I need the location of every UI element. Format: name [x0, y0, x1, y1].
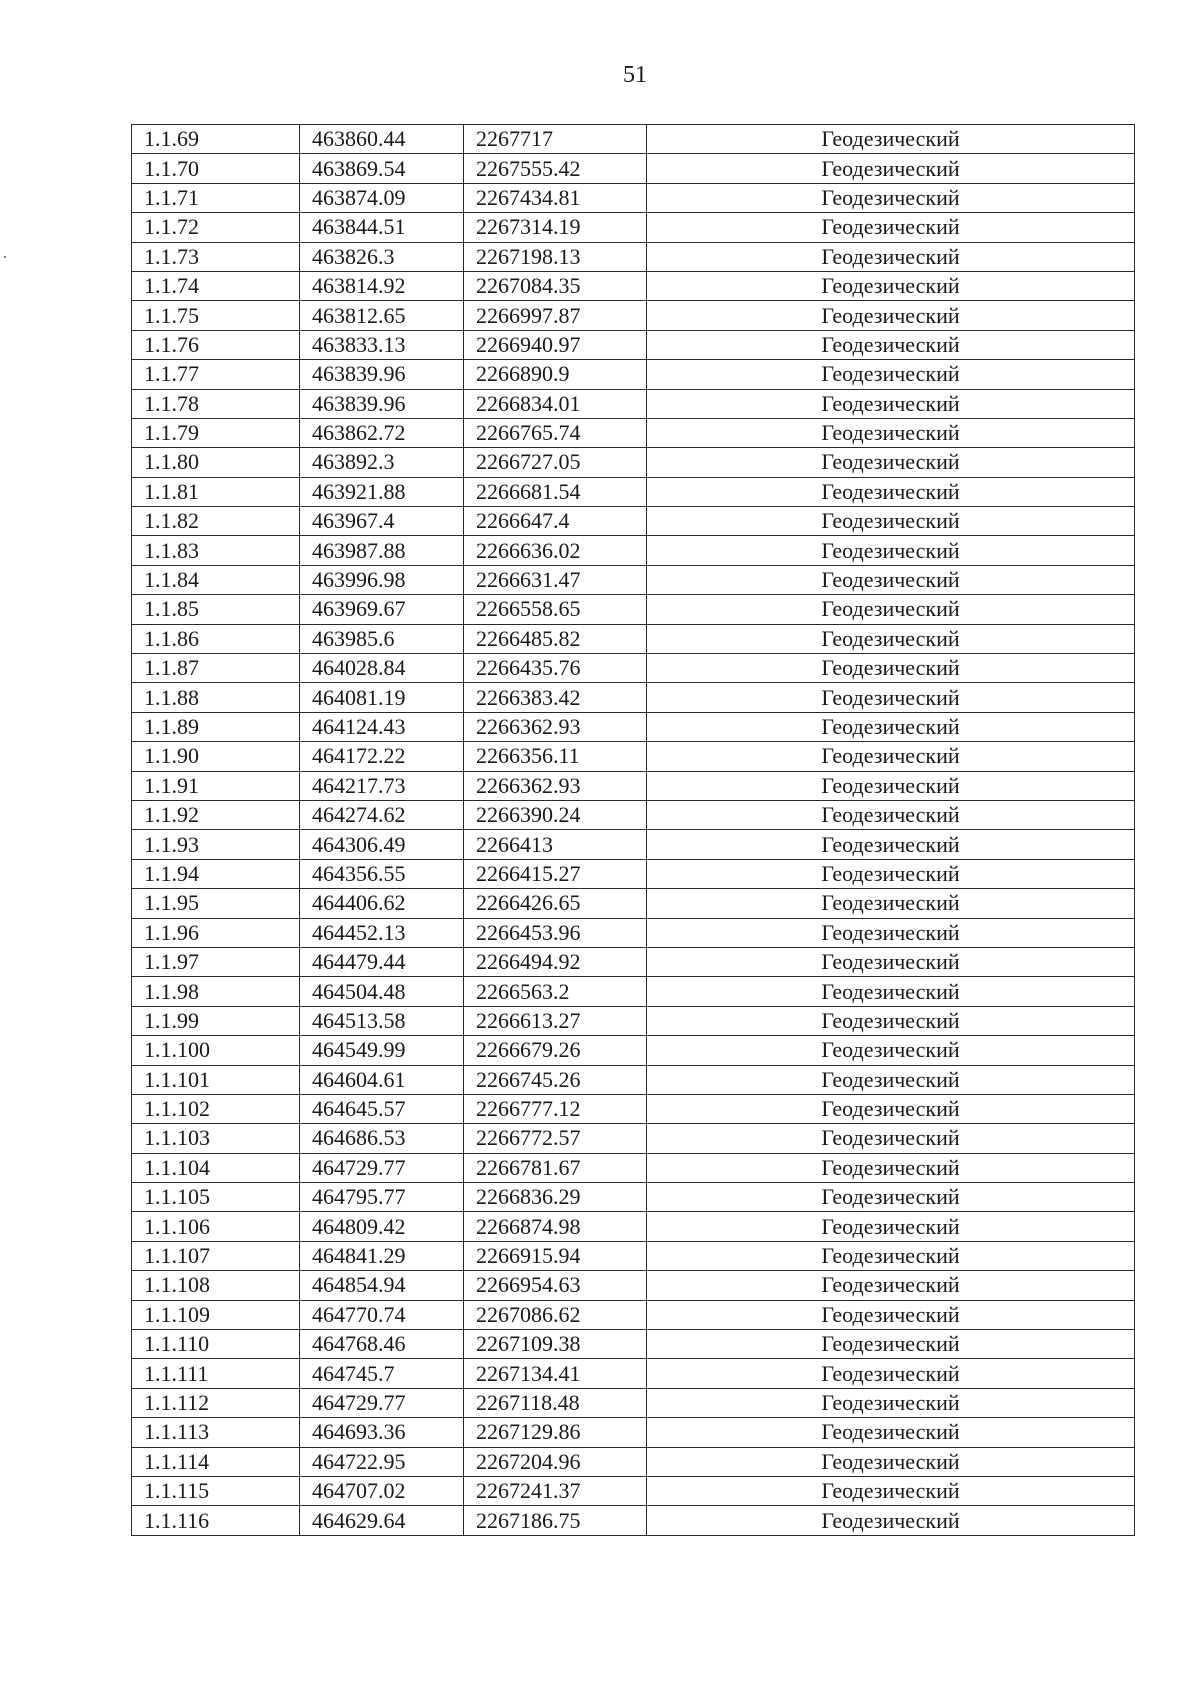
- y-coordinate-cell: 2267241.37: [464, 1476, 647, 1505]
- table-row: [132, 389, 1135, 418]
- table-row: [132, 1271, 1135, 1300]
- x-coordinate-cell: 464707.02: [300, 1476, 464, 1505]
- y-coordinate-cell: 2266453.96: [464, 918, 647, 947]
- point-id-cell: 1.1.98: [132, 977, 300, 1006]
- table-row: [132, 154, 1135, 183]
- point-id-cell: 1.1.100: [132, 1036, 300, 1065]
- x-coordinate-cell: 464604.61: [300, 1065, 464, 1094]
- y-coordinate-cell: 2267555.42: [464, 154, 647, 183]
- point-id-cell: 1.1.80: [132, 448, 300, 477]
- y-coordinate-cell: 2266940.97: [464, 330, 647, 359]
- point-type-cell: Геодезический: [647, 418, 1135, 447]
- x-coordinate-cell: 464172.22: [300, 742, 464, 771]
- point-id-cell: 1.1.81: [132, 477, 300, 506]
- y-coordinate-cell: 2266834.01: [464, 389, 647, 418]
- point-id-cell: 1.1.83: [132, 536, 300, 565]
- page-number: 51: [623, 62, 647, 88]
- point-type-cell: Геодезический: [647, 1447, 1135, 1476]
- y-coordinate-cell: 2266915.94: [464, 1241, 647, 1270]
- point-type-cell: Геодезический: [647, 977, 1135, 1006]
- x-coordinate-cell: 464306.49: [300, 830, 464, 859]
- point-type-cell: Геодезический: [647, 360, 1135, 389]
- point-type-cell: Геодезический: [647, 1330, 1135, 1359]
- table-row: [132, 1506, 1135, 1535]
- point-type-cell: Геодезический: [647, 1094, 1135, 1123]
- y-coordinate-cell: 2267204.96: [464, 1447, 647, 1476]
- y-coordinate-cell: 2266485.82: [464, 624, 647, 653]
- point-type-cell: Геодезический: [647, 947, 1135, 976]
- scan-speck: [4, 256, 6, 258]
- point-type-cell: Геодезический: [647, 1006, 1135, 1035]
- x-coordinate-cell: 463985.6: [300, 624, 464, 653]
- y-coordinate-cell: 2266765.74: [464, 418, 647, 447]
- table-row: [132, 1241, 1135, 1270]
- y-coordinate-cell: 2267198.13: [464, 242, 647, 271]
- y-coordinate-cell: 2266647.4: [464, 507, 647, 536]
- point-type-cell: Геодезический: [647, 742, 1135, 771]
- point-type-cell: Геодезический: [647, 1065, 1135, 1094]
- point-id-cell: 1.1.105: [132, 1183, 300, 1212]
- x-coordinate-cell: 463892.3: [300, 448, 464, 477]
- point-type-cell: Геодезический: [647, 1506, 1135, 1535]
- table-row: [132, 1065, 1135, 1094]
- point-id-cell: 1.1.78: [132, 389, 300, 418]
- x-coordinate-cell: 464274.62: [300, 800, 464, 829]
- point-type-cell: Геодезический: [647, 1212, 1135, 1241]
- y-coordinate-cell: 2266383.42: [464, 683, 647, 712]
- x-coordinate-cell: 464513.58: [300, 1006, 464, 1035]
- y-coordinate-cell: 2266356.11: [464, 742, 647, 771]
- x-coordinate-cell: 464729.77: [300, 1388, 464, 1417]
- point-id-cell: 1.1.85: [132, 595, 300, 624]
- point-id-cell: 1.1.77: [132, 360, 300, 389]
- point-id-cell: 1.1.110: [132, 1330, 300, 1359]
- y-coordinate-cell: 2267434.81: [464, 183, 647, 212]
- x-coordinate-cell: 463814.92: [300, 271, 464, 300]
- table-row: [132, 183, 1135, 212]
- table-row: [132, 1359, 1135, 1388]
- table-row: [132, 213, 1135, 242]
- table-row: [132, 859, 1135, 888]
- point-id-cell: 1.1.96: [132, 918, 300, 947]
- point-type-cell: Геодезический: [647, 536, 1135, 565]
- point-type-cell: Геодезический: [647, 918, 1135, 947]
- table-row: [132, 360, 1135, 389]
- point-type-cell: Геодезический: [647, 1476, 1135, 1505]
- point-type-cell: Геодезический: [647, 477, 1135, 506]
- x-coordinate-cell: 463826.3: [300, 242, 464, 271]
- y-coordinate-cell: 2266631.47: [464, 565, 647, 594]
- x-coordinate-cell: 464729.77: [300, 1153, 464, 1182]
- y-coordinate-cell: 2267717: [464, 125, 647, 154]
- table-row: [132, 1476, 1135, 1505]
- point-id-cell: 1.1.99: [132, 1006, 300, 1035]
- point-id-cell: 1.1.95: [132, 889, 300, 918]
- point-type-cell: Геодезический: [647, 683, 1135, 712]
- table-row: [132, 1330, 1135, 1359]
- y-coordinate-cell: 2266613.27: [464, 1006, 647, 1035]
- point-type-cell: Геодезический: [647, 1388, 1135, 1417]
- point-type-cell: Геодезический: [647, 771, 1135, 800]
- y-coordinate-cell: 2266563.2: [464, 977, 647, 1006]
- x-coordinate-cell: 463967.4: [300, 507, 464, 536]
- y-coordinate-cell: 2267118.48: [464, 1388, 647, 1417]
- point-type-cell: Геодезический: [647, 654, 1135, 683]
- point-id-cell: 1.1.70: [132, 154, 300, 183]
- x-coordinate-cell: 463969.67: [300, 595, 464, 624]
- table-row: [132, 889, 1135, 918]
- x-coordinate-cell: 463839.96: [300, 389, 464, 418]
- point-id-cell: 1.1.76: [132, 330, 300, 359]
- table-row: [132, 301, 1135, 330]
- point-id-cell: 1.1.90: [132, 742, 300, 771]
- x-coordinate-cell: 463844.51: [300, 213, 464, 242]
- x-coordinate-cell: 463833.13: [300, 330, 464, 359]
- x-coordinate-cell: 463869.54: [300, 154, 464, 183]
- y-coordinate-cell: 2267109.38: [464, 1330, 647, 1359]
- table-row: [132, 1036, 1135, 1065]
- y-coordinate-cell: 2266874.98: [464, 1212, 647, 1241]
- x-coordinate-cell: 463921.88: [300, 477, 464, 506]
- point-type-cell: Геодезический: [647, 595, 1135, 624]
- x-coordinate-cell: 464686.53: [300, 1124, 464, 1153]
- y-coordinate-cell: 2266362.93: [464, 771, 647, 800]
- point-id-cell: 1.1.93: [132, 830, 300, 859]
- table-row: [132, 1006, 1135, 1035]
- point-type-cell: Геодезический: [647, 859, 1135, 888]
- table-row: [132, 800, 1135, 829]
- point-type-cell: Геодезический: [647, 1241, 1135, 1270]
- y-coordinate-cell: 2266745.26: [464, 1065, 647, 1094]
- x-coordinate-cell: 464854.94: [300, 1271, 464, 1300]
- x-coordinate-cell: 464745.7: [300, 1359, 464, 1388]
- coordinates-table-body: [132, 125, 1135, 1536]
- point-type-cell: Геодезический: [647, 1036, 1135, 1065]
- table-row: [132, 1124, 1135, 1153]
- point-type-cell: Геодезический: [647, 154, 1135, 183]
- table-row: [132, 918, 1135, 947]
- point-id-cell: 1.1.75: [132, 301, 300, 330]
- point-id-cell: 1.1.69: [132, 125, 300, 154]
- y-coordinate-cell: 2266636.02: [464, 536, 647, 565]
- x-coordinate-cell: 463862.72: [300, 418, 464, 447]
- table-row: [132, 1388, 1135, 1417]
- point-id-cell: 1.1.111: [132, 1359, 300, 1388]
- table-row: [132, 477, 1135, 506]
- table-row: [132, 830, 1135, 859]
- y-coordinate-cell: 2267129.86: [464, 1418, 647, 1447]
- point-id-cell: 1.1.107: [132, 1241, 300, 1270]
- point-id-cell: 1.1.106: [132, 1212, 300, 1241]
- point-id-cell: 1.1.89: [132, 712, 300, 741]
- x-coordinate-cell: 464356.55: [300, 859, 464, 888]
- x-coordinate-cell: 464645.57: [300, 1094, 464, 1123]
- y-coordinate-cell: 2266890.9: [464, 360, 647, 389]
- y-coordinate-cell: 2266494.92: [464, 947, 647, 976]
- point-type-cell: Геодезический: [647, 1300, 1135, 1329]
- x-coordinate-cell: 463812.65: [300, 301, 464, 330]
- point-type-cell: Геодезический: [647, 889, 1135, 918]
- y-coordinate-cell: 2266836.29: [464, 1183, 647, 1212]
- x-coordinate-cell: 464629.64: [300, 1506, 464, 1535]
- x-coordinate-cell: 464722.95: [300, 1447, 464, 1476]
- point-type-cell: Геодезический: [647, 624, 1135, 653]
- point-type-cell: Геодезический: [647, 1418, 1135, 1447]
- table-row: [132, 1212, 1135, 1241]
- x-coordinate-cell: 464841.29: [300, 1241, 464, 1270]
- x-coordinate-cell: 463874.09: [300, 183, 464, 212]
- point-type-cell: Геодезический: [647, 712, 1135, 741]
- y-coordinate-cell: 2267084.35: [464, 271, 647, 300]
- x-coordinate-cell: 463987.88: [300, 536, 464, 565]
- point-id-cell: 1.1.114: [132, 1447, 300, 1476]
- point-id-cell: 1.1.72: [132, 213, 300, 242]
- point-type-cell: Геодезический: [647, 213, 1135, 242]
- point-id-cell: 1.1.97: [132, 947, 300, 976]
- coordinates-table: [131, 124, 1135, 1536]
- table-row: [132, 418, 1135, 447]
- point-type-cell: Геодезический: [647, 389, 1135, 418]
- point-type-cell: Геодезический: [647, 242, 1135, 271]
- point-type-cell: Геодезический: [647, 565, 1135, 594]
- x-coordinate-cell: 464549.99: [300, 1036, 464, 1065]
- table-row: [132, 595, 1135, 624]
- point-type-cell: Геодезический: [647, 448, 1135, 477]
- point-id-cell: 1.1.108: [132, 1271, 300, 1300]
- point-type-cell: Геодезический: [647, 507, 1135, 536]
- y-coordinate-cell: 2266997.87: [464, 301, 647, 330]
- point-id-cell: 1.1.87: [132, 654, 300, 683]
- point-id-cell: 1.1.94: [132, 859, 300, 888]
- point-id-cell: 1.1.102: [132, 1094, 300, 1123]
- table-row: [132, 1153, 1135, 1182]
- y-coordinate-cell: 2266781.67: [464, 1153, 647, 1182]
- y-coordinate-cell: 2266413: [464, 830, 647, 859]
- point-id-cell: 1.1.82: [132, 507, 300, 536]
- x-coordinate-cell: 464081.19: [300, 683, 464, 712]
- point-type-cell: Геодезический: [647, 800, 1135, 829]
- table-row: [132, 242, 1135, 271]
- point-id-cell: 1.1.113: [132, 1418, 300, 1447]
- table-row: [132, 1183, 1135, 1212]
- point-id-cell: 1.1.92: [132, 800, 300, 829]
- x-coordinate-cell: 464452.13: [300, 918, 464, 947]
- y-coordinate-cell: 2266415.27: [464, 859, 647, 888]
- x-coordinate-cell: 464406.62: [300, 889, 464, 918]
- y-coordinate-cell: 2266558.65: [464, 595, 647, 624]
- y-coordinate-cell: 2266772.57: [464, 1124, 647, 1153]
- table-row: [132, 125, 1135, 154]
- point-type-cell: Геодезический: [647, 1359, 1135, 1388]
- point-type-cell: Геодезический: [647, 271, 1135, 300]
- table-row: [132, 1418, 1135, 1447]
- point-id-cell: 1.1.71: [132, 183, 300, 212]
- point-type-cell: Геодезический: [647, 1124, 1135, 1153]
- y-coordinate-cell: 2266435.76: [464, 654, 647, 683]
- x-coordinate-cell: 463860.44: [300, 125, 464, 154]
- y-coordinate-cell: 2267186.75: [464, 1506, 647, 1535]
- table-row: [132, 1094, 1135, 1123]
- table-row: [132, 947, 1135, 976]
- x-coordinate-cell: 464795.77: [300, 1183, 464, 1212]
- point-id-cell: 1.1.91: [132, 771, 300, 800]
- table-row: [132, 742, 1135, 771]
- y-coordinate-cell: 2267134.41: [464, 1359, 647, 1388]
- y-coordinate-cell: 2266954.63: [464, 1271, 647, 1300]
- x-coordinate-cell: 464768.46: [300, 1330, 464, 1359]
- point-type-cell: Геодезический: [647, 301, 1135, 330]
- point-id-cell: 1.1.104: [132, 1153, 300, 1182]
- y-coordinate-cell: 2266681.54: [464, 477, 647, 506]
- y-coordinate-cell: 2266727.05: [464, 448, 647, 477]
- table-row: [132, 330, 1135, 359]
- point-type-cell: Геодезический: [647, 1271, 1135, 1300]
- point-id-cell: 1.1.116: [132, 1506, 300, 1535]
- x-coordinate-cell: 464809.42: [300, 1212, 464, 1241]
- x-coordinate-cell: 464693.36: [300, 1418, 464, 1447]
- point-type-cell: Геодезический: [647, 830, 1135, 859]
- x-coordinate-cell: 464770.74: [300, 1300, 464, 1329]
- point-type-cell: Геодезический: [647, 1183, 1135, 1212]
- point-id-cell: 1.1.109: [132, 1300, 300, 1329]
- y-coordinate-cell: 2266390.24: [464, 800, 647, 829]
- point-id-cell: 1.1.86: [132, 624, 300, 653]
- x-coordinate-cell: 464479.44: [300, 947, 464, 976]
- y-coordinate-cell: 2266777.12: [464, 1094, 647, 1123]
- y-coordinate-cell: 2266679.26: [464, 1036, 647, 1065]
- table-row: [132, 536, 1135, 565]
- point-type-cell: Геодезический: [647, 183, 1135, 212]
- table-row: [132, 712, 1135, 741]
- point-id-cell: 1.1.103: [132, 1124, 300, 1153]
- point-id-cell: 1.1.88: [132, 683, 300, 712]
- table-row: [132, 448, 1135, 477]
- y-coordinate-cell: 2266362.93: [464, 712, 647, 741]
- point-id-cell: 1.1.73: [132, 242, 300, 271]
- table-row: [132, 654, 1135, 683]
- y-coordinate-cell: 2267086.62: [464, 1300, 647, 1329]
- x-coordinate-cell: 464217.73: [300, 771, 464, 800]
- x-coordinate-cell: 464028.84: [300, 654, 464, 683]
- point-id-cell: 1.1.115: [132, 1476, 300, 1505]
- table-row: [132, 1447, 1135, 1476]
- table-row: [132, 1300, 1135, 1329]
- point-id-cell: 1.1.84: [132, 565, 300, 594]
- point-id-cell: 1.1.101: [132, 1065, 300, 1094]
- table-row: [132, 683, 1135, 712]
- x-coordinate-cell: 464504.48: [300, 977, 464, 1006]
- y-coordinate-cell: 2266426.65: [464, 889, 647, 918]
- point-id-cell: 1.1.112: [132, 1388, 300, 1417]
- table-row: [132, 771, 1135, 800]
- table-row: [132, 977, 1135, 1006]
- x-coordinate-cell: 463996.98: [300, 565, 464, 594]
- point-id-cell: 1.1.74: [132, 271, 300, 300]
- table-row: [132, 507, 1135, 536]
- point-type-cell: Геодезический: [647, 330, 1135, 359]
- table-row: [132, 624, 1135, 653]
- table-row: [132, 565, 1135, 594]
- point-id-cell: 1.1.79: [132, 418, 300, 447]
- x-coordinate-cell: 464124.43: [300, 712, 464, 741]
- table-row: [132, 271, 1135, 300]
- x-coordinate-cell: 463839.96: [300, 360, 464, 389]
- point-type-cell: Геодезический: [647, 125, 1135, 154]
- y-coordinate-cell: 2267314.19: [464, 213, 647, 242]
- point-type-cell: Геодезический: [647, 1153, 1135, 1182]
